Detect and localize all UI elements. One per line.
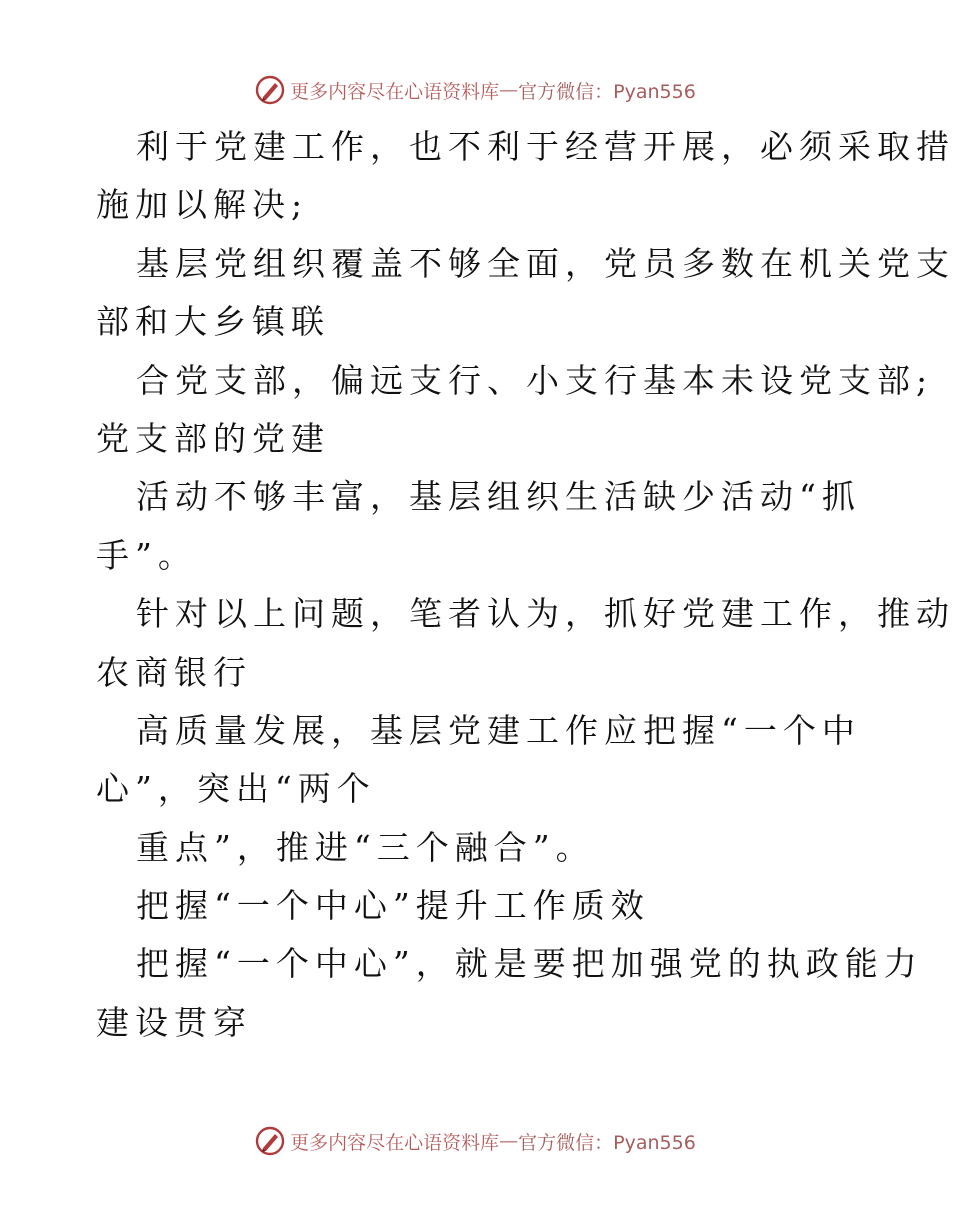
watermark-wechat: 官方微信：Pyan556 <box>518 1131 696 1154</box>
watermark-separator: — <box>499 1130 519 1152</box>
watermark-text: 更多内容尽在心语资料库 <box>290 1131 500 1154</box>
body-line: 党支部的党建 <box>96 418 330 458</box>
watermark-separator: — <box>499 79 519 101</box>
body-line: 把握“一个中心”，就是要把加强党的执政能力 <box>136 944 923 984</box>
body-line: 把握“一个中心”提升工作质效 <box>136 886 650 926</box>
body-line: 合党支部，偏远支行、小支行基本未设党支部; <box>136 360 934 400</box>
body-line: 心”，突出“两个 <box>96 769 376 809</box>
pen-logo-icon <box>254 1125 286 1157</box>
body-line: 活动不够丰富，基层组织生活缺少活动“抓 <box>136 477 861 517</box>
header-watermark <box>0 73 950 107</box>
watermark-text: 更多内容尽在心语资料库 <box>290 80 500 103</box>
body-line: 农商银行 <box>96 652 252 692</box>
watermark-wechat: 官方微信：Pyan556 <box>518 80 696 103</box>
body-line: 高质量发展，基层党建工作应把握“一个中 <box>136 710 861 750</box>
body-line: 手”。 <box>96 535 197 575</box>
document-body <box>96 118 955 1052</box>
body-line: 针对以上问题，笔者认为，抓好党建工作，推动 <box>136 594 955 634</box>
pen-logo-icon <box>254 74 286 106</box>
body-line: 利于党建工作，也不利于经营开展，必须采取措 <box>136 127 955 166</box>
footer-watermark <box>0 1124 950 1158</box>
body-line: 施加以解决; <box>96 185 309 225</box>
body-line: 基层党组织覆盖不够全面，党员多数在机关党支 <box>136 243 955 283</box>
body-line: 重点”，推进“三个融合”。 <box>136 827 595 867</box>
body-line: 部和大乡镇联 <box>96 302 330 342</box>
body-line: 建设贯穿 <box>96 1002 252 1042</box>
